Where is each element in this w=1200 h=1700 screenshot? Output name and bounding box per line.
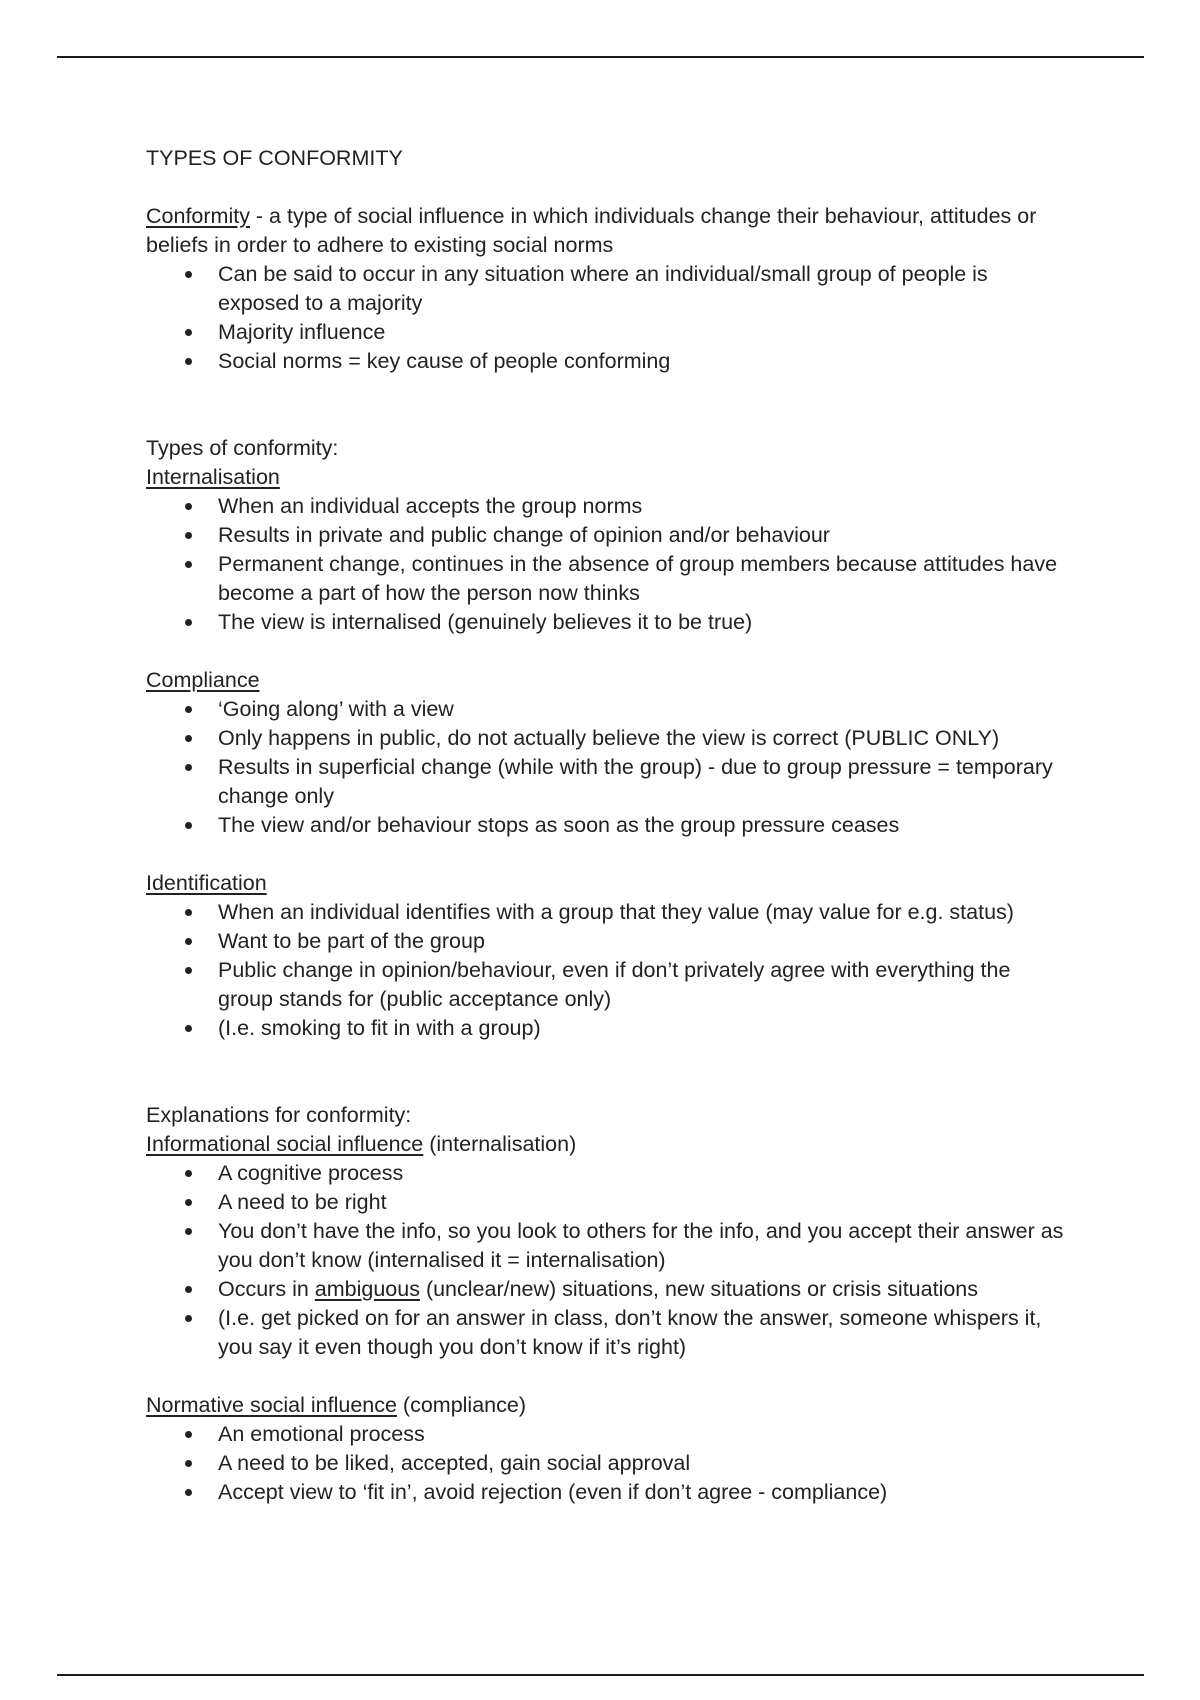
list-item: You don’t have the info, so you look to others for the info, and you accept their answer as you don’t know (internalised it = internalisation) bbox=[146, 1217, 1066, 1275]
list-item: Results in superficial change (while with the group) - due to group pressure = temporary change only bbox=[146, 753, 1066, 811]
list-item: When an individual identifies with a group that they value (may value for e.g. status) bbox=[146, 898, 1066, 927]
top-rule bbox=[57, 56, 1144, 58]
list-item: Can be said to occur in any situation where an individual/small group of people is exposed to a majority bbox=[146, 260, 1066, 318]
informational-heading bbox=[146, 1130, 1066, 1159]
conformity-term: Conformity bbox=[146, 204, 250, 228]
normative-bullets bbox=[146, 1420, 1066, 1507]
list-item: Results in private and public change of opinion and/or behaviour bbox=[146, 521, 1066, 550]
list-item: When an individual accepts the group norms bbox=[146, 492, 1066, 521]
list-item: ‘Going along’ with a view bbox=[146, 695, 1066, 724]
identification-title: Identification bbox=[146, 871, 267, 895]
ambiguous-post: (unclear/new) situations, new situations or crisis situations bbox=[419, 1277, 979, 1301]
list-item: An emotional process bbox=[146, 1420, 1066, 1449]
informational-bullets bbox=[146, 1159, 1066, 1362]
bottom-rule bbox=[57, 1674, 1144, 1676]
normative-heading bbox=[146, 1391, 1066, 1420]
ambiguous-word: ambiguous bbox=[314, 1277, 420, 1301]
list-item bbox=[146, 1275, 1066, 1304]
list-item: Social norms = key cause of people conforming bbox=[146, 347, 1066, 376]
internalisation-bullets bbox=[146, 492, 1066, 637]
conformity-definition-text: - a type of social influence in which individuals change their behaviour, attitudes or beliefs in order to adhere to existing social norms bbox=[146, 204, 1037, 257]
ambiguous-pre: Occurs in bbox=[218, 1277, 315, 1301]
page-title: TYPES OF CONFORMITY bbox=[146, 146, 403, 170]
list-item: The view and/or behaviour stops as soon as the group pressure ceases bbox=[146, 811, 1066, 840]
document-body bbox=[146, 144, 1066, 1507]
normative-title: Normative social influence bbox=[146, 1393, 397, 1417]
informational-title: Informational social influence bbox=[146, 1132, 424, 1156]
informational-suffix: (internalisation) bbox=[423, 1132, 577, 1156]
compliance-title: Compliance bbox=[146, 668, 260, 692]
list-item: Want to be part of the group bbox=[146, 927, 1066, 956]
normative-suffix: (compliance) bbox=[396, 1393, 526, 1417]
list-item: (I.e. smoking to fit in with a group) bbox=[146, 1014, 1066, 1043]
list-item: A need to be right bbox=[146, 1188, 1066, 1217]
identification-bullets bbox=[146, 898, 1066, 1043]
list-item: A cognitive process bbox=[146, 1159, 1066, 1188]
list-item: The view is internalised (genuinely believes it to be true) bbox=[146, 608, 1066, 637]
list-item: (I.e. get picked on for an answer in class, don’t know the answer, someone whispers it, you say it even though you don’t know if it’s right) bbox=[146, 1304, 1066, 1362]
list-item: Majority influence bbox=[146, 318, 1066, 347]
list-item: Only happens in public, do not actually believe the view is correct (PUBLIC ONLY) bbox=[146, 724, 1066, 753]
conformity-definition bbox=[146, 202, 1066, 260]
list-item: Public change in opinion/behaviour, even if don’t privately agree with everything the group stands for (public acceptance only) bbox=[146, 956, 1066, 1014]
list-item: A need to be liked, accepted, gain social approval bbox=[146, 1449, 1066, 1478]
compliance-bullets bbox=[146, 695, 1066, 840]
list-item: Permanent change, continues in the absence of group members because attitudes have become a part of how the person now thinks bbox=[146, 550, 1066, 608]
conformity-bullets bbox=[146, 260, 1066, 376]
list-item: Accept view to ‘fit in’, avoid rejection (even if don’t agree - compliance) bbox=[146, 1478, 1066, 1507]
internalisation-title: Internalisation bbox=[146, 465, 280, 489]
types-heading: Types of conformity: bbox=[146, 436, 339, 460]
explanations-heading: Explanations for conformity: bbox=[146, 1103, 412, 1127]
